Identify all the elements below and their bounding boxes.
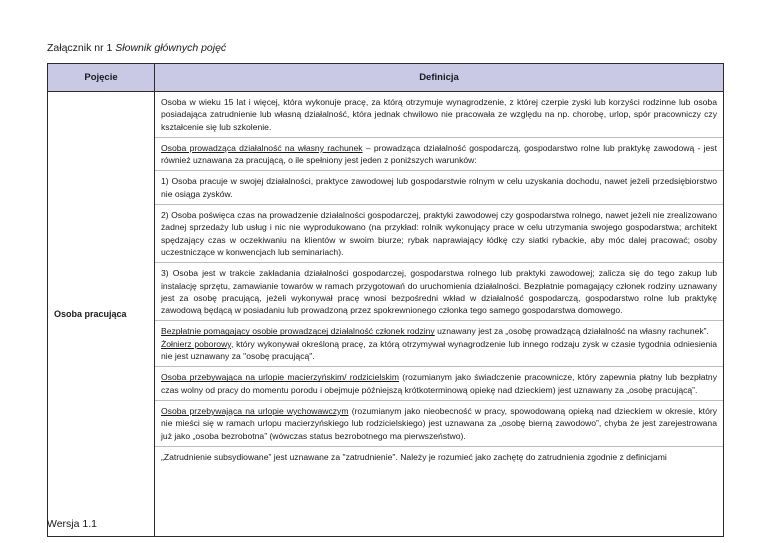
- paragraph-text: Osoba w wieku 15 lat i więcej, która wykonuje pracę, za którą otrzymuje wynagrodzenie, z której czerpie zyski lub korzyści rodzinne lub osoba posiadająca zatrudnienie lub własną działalność, która jednak chwilowo nie pracowała ze względu na np. chorobę, urlop, spór pracowniczy czy kształcenie się lub szkolenie.: [161, 97, 717, 132]
- paragraph-text: 3) Osoba jest w trakcie zakładania działalności gospodarczej, gospodarstwa rolnego lub praktyki zawodowej; zalicza się do tego zakup lub instalację sprzętu, zamawianie towarów w ramach przygotowań do uruchomienia działalności. Bezpłatnie pomagający członek rodziny uznawany jest za osobę pracującą, jeżeli wykonywał pracę wnosi bezpośredni wkład w działalność gospodarczą, gospodarstwo rolne lub praktykę zawodową będącą w posiadaniu lub prowadzoną przez spokrewnionego członka tego samego gospodarstwa domowego.: [161, 268, 717, 316]
- table-row: [48, 92, 724, 537]
- paragraph-text: 2) Osoba poświęca czas na prowadzenie działalności gospodarczej, praktyki zawodowej czy gospodarstwa rolnego, nawet jeżeli nie zrealizowano żadnej sprzedaży lub usług i nic nie wyprodukowano (na przykład: rolnik wykonujący prace w celu utrzymania swojego gospodarstwa; architekt spędzający czas w oczekiwaniu na klientów w swoim biurze; rybak naprawiający łódkę czy siatki rybackie, aby móc dalej pracować; osoby uczestniczące w konwencjach lub seminariach).: [161, 210, 717, 257]
- paragraph-lead: Żołnierz poborowy: [161, 338, 231, 349]
- paragraph-lead: Osoba prowadząca działalność na własny rachunek: [161, 142, 363, 153]
- paragraph-lead: Osoba przebywająca na urlopie macierzyńskim/ rodzicielskim: [161, 372, 399, 383]
- attachment-label: Załącznik nr 1: [47, 42, 116, 54]
- definition-cell: [155, 92, 724, 537]
- definition-paragraph: [155, 205, 723, 263]
- definition-paragraph: [155, 401, 723, 447]
- term-cell: Osoba pracująca: [48, 92, 155, 537]
- version-footer: Wersja 1.1: [47, 518, 97, 530]
- table-header-row: [48, 64, 724, 92]
- paragraph-text: „Zatrudnienie subsydiowane” jest uznawane za "zatrudnienie". Należy je rozumieć jako zachętę do zatrudnienia zgodnie z definicjami: [161, 451, 667, 462]
- definition-paragraph: [155, 263, 723, 321]
- paragraph-lead: Osoba przebywająca na urlopie wychowawczym: [161, 405, 349, 416]
- paragraph-text: , który wykonywał określoną pracę, za którą otrzymywał wynagrodzenie lub innego rodzaju zysk w czasie tygodnia odniesienia nie jest uznawany za "osobę pracującą".: [161, 338, 717, 362]
- paragraph-text: (rozumianym jako świadczenie pracownicze, który zapewnia płatny lub bezpłatny czas wolny od pracy do momentu porodu i obejmuje późniejszą krótkoterminową opiekę nad dzieckiem) jest uznawany za „osobę pracującą”.: [161, 372, 717, 395]
- document-header: [47, 42, 226, 55]
- definition-paragraph: [155, 171, 723, 205]
- paragraph-text: 1) Osoba pracuje w swojej działalności, praktyce zawodowej lub gospodarstwie rolnym w celu uzyskania dochodu, nawet jeżeli przedsiębiorstwo nie osiąga zysków.: [161, 176, 717, 199]
- column-header-definition: Definicja: [155, 64, 724, 92]
- definition-paragraph: [155, 321, 723, 367]
- paragraph-lead: Bezpłatnie pomagający osobie prowadzącej działalność członek rodziny: [161, 326, 435, 337]
- definition-paragraph: [155, 92, 723, 138]
- document-title: Słownik głównych pojęć: [115, 42, 227, 54]
- paragraph-text: – prowadząca działalność gospodarczą, gospodarstwo rolne lub praktykę zawodową - jest również uznawana za pracującą, o ile spełniony jest jeden z poniższych warunków:: [161, 142, 717, 166]
- paragraph-text: (rozumianym jako nieobecność w pracy, spowodowaną opieką nad dzieckiem w okresie, który nie mieści się w ramach urlopu macierzyńskiego lub rodzicielskiego) jest uznawana za „osobę bierną zawodowo”, chyba że jest zarejestrowana już jako „osoba bezrobotna” (wówczas status bezrobotnego ma pierwszeństwo).: [161, 405, 718, 441]
- paragraph-text: uznawany jest za „osobę prowadzącą działalność na własny rachunek”.: [434, 326, 709, 337]
- column-header-term: Pojęcie: [48, 64, 155, 92]
- glossary-table: [47, 63, 724, 537]
- definition-paragraph: [155, 367, 723, 401]
- definition-paragraph: [155, 447, 723, 467]
- definition-paragraph: [155, 138, 723, 172]
